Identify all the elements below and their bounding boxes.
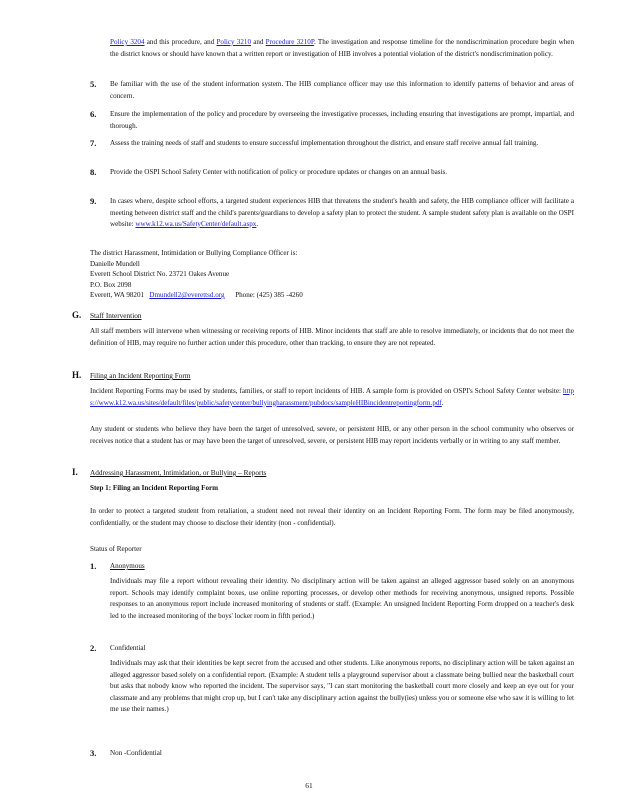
list-number: 1.	[90, 561, 97, 571]
status-heading: Status of Reporter	[90, 545, 142, 553]
contact-po: P.O. Box 2098	[90, 280, 132, 289]
step-heading: Step 1: Filing an Incident Reporting Form	[90, 484, 219, 492]
policy-3210-link[interactable]: Policy 3210	[216, 38, 251, 46]
step-text: Provide the OSPI School Safety Center with notification of policy or procedure updates or changes on an annual basis.	[110, 168, 448, 176]
step-text: Be familiar with the use of the student information system. The HIB compliance officer may use this information to identify patterns of behavior and areas of concern.	[110, 80, 574, 100]
section-letter: G.	[72, 310, 82, 320]
step-number: 6.	[90, 109, 97, 119]
compliance-officer-contact	[90, 248, 570, 301]
contact-name: Danielle Mundell	[90, 259, 140, 268]
section-body: All staff members will intervene when witnessing or receiving reports of HIB. Minor incidents that staff are able to resolve immediately, or incidents that do not meet the definition of HIB, may require no further action under this procedure, other than tracking, to ensure they are not repeated.	[90, 327, 574, 347]
list-number: 2.	[90, 643, 97, 653]
step-number: 7.	[90, 138, 97, 148]
section-letter: I.	[72, 467, 78, 477]
page-number: 61	[305, 781, 313, 790]
intro-paragraph: Policy 3204 and this procedure, and Policy 3210 and Procedure 3210P. The investigation and response timeline for the nondiscrimination procedure begin when the district knows or should have known that a written report or investigation of HIB involves a potential violation of the district's nondiscrimination policy.	[110, 38, 574, 58]
section-heading: Addressing Harassment, Intimidation, or Bullying – Reports	[90, 468, 267, 477]
list-number: 3.	[90, 748, 97, 758]
step-number: 9.	[90, 196, 97, 206]
procedure-3210p-link[interactable]: Procedure 3210P	[265, 38, 314, 46]
step-number: 5.	[90, 79, 97, 89]
list-title: Anonymous	[110, 562, 145, 570]
list-title: Non -Confidential	[110, 749, 162, 757]
list-text: Individuals may file a report without revealing their identity. No disciplinary action will be taken against an alleged aggressor based solely on an anonymous report. Schools may identify complaint boxes, use online reporting processes, or develop other methods for receiving anonymous, unsigned reports. Possible responses to an anonymous report include increased monitoring of students or staff. (Example: An unsigned Incident Reporting Form dropped on a teacher's desk led to the increased monitoring of the boys' locker room in fifth period.)	[110, 577, 574, 620]
safety-center-link[interactable]: www.k12.wa.us/SafetyCenter/default.aspx	[135, 220, 257, 228]
incident-form-link[interactable]: https://www.k12.wa.us/sites/default/files/public/safetycenter/bullyingharassment/pubdocs/sampleHIBincidentreportingform.pdf	[90, 387, 574, 407]
contact-city-line: Everett, WA 98201 Dmundell2@everettsd.org Phone: (425) 385 -4260	[90, 291, 303, 299]
section-letter: H.	[72, 370, 82, 380]
list-title: Confidential	[110, 644, 146, 652]
list-text: Individuals may ask that their identities be kept secret from the accused and other students. Like anonymous reports, no disciplinary action will be taken against an alleged aggressor based solely on a confidential report. (Example: A student tells a playground supervisor about a classmate being bullied near the basketball court but asks that nobody know who reported the incident. The supervisor says, "I can start monitoring the basketball court more closely and keep an eye out for your classmate and any problems that might crop up, but I can't take any disciplinary action against the bully(ies) unless you or someone else who saw it is willing to let me use their names.)	[110, 659, 574, 713]
section-heading: Filing an Incident Reporting Form	[90, 371, 191, 380]
policy-3204-link[interactable]: Policy 3204	[110, 38, 145, 46]
step-text: In cases where, despite school efforts, a targeted student experiences HIB that threatens the student's health and safety, the HIB compliance officer will facilitate a meeting between district staff and the child's parents/guardians to develop a safety plan to protect the student. A sample student safety plan is available on the OSPI website: www.k12.wa.us/SafetyCenter/default.aspx.	[110, 197, 574, 228]
section-heading: Staff Intervention	[90, 311, 142, 320]
section-body: Any student or students who believe they have been the target of unresolved, severe, or persistent HIB, or any other person in the school community who observes or receives notice that a student has or may have been the target of unresolved, severe, or persistent HIB may report incidents verbally or in writing to any staff member.	[90, 425, 574, 445]
email-link[interactable]: Dmundell2@everettsd.org	[149, 291, 225, 299]
contact-org: Everett School District No. 23721 Oakes Avenue	[90, 270, 230, 278]
contact-intro: The district Harassment, Intimidation or Bullying Compliance Officer is:	[90, 249, 298, 257]
step-text: Assess the training needs of staff and students to ensure successful implementation throughout the district, and ensure staff receive annual fall training.	[110, 139, 539, 147]
section-body: In order to protect a targeted student from retaliation, a student need not reveal their identity on an Incident Reporting Form. The form may be filed anonymously, confidentially, or the student may choose to disclose their identity (non - confidential).	[90, 507, 574, 527]
section-body: Incident Reporting Forms may be used by students, families, or staff to report incidents of HIB. A sample form is provided on OSPI's School Safety Center website: https://www.k12.wa.us/sites/default/files/public/safetycenter/bullyingharassment/pubdocs/sampleHIBincidentreportingform.pdf.	[90, 387, 574, 407]
step-text: Ensure the implementation of the policy and procedure by overseeing the investigative processes, including ensuring that investigations are prompt, impartial, and thorough.	[110, 110, 574, 130]
step-number: 8.	[90, 167, 97, 177]
